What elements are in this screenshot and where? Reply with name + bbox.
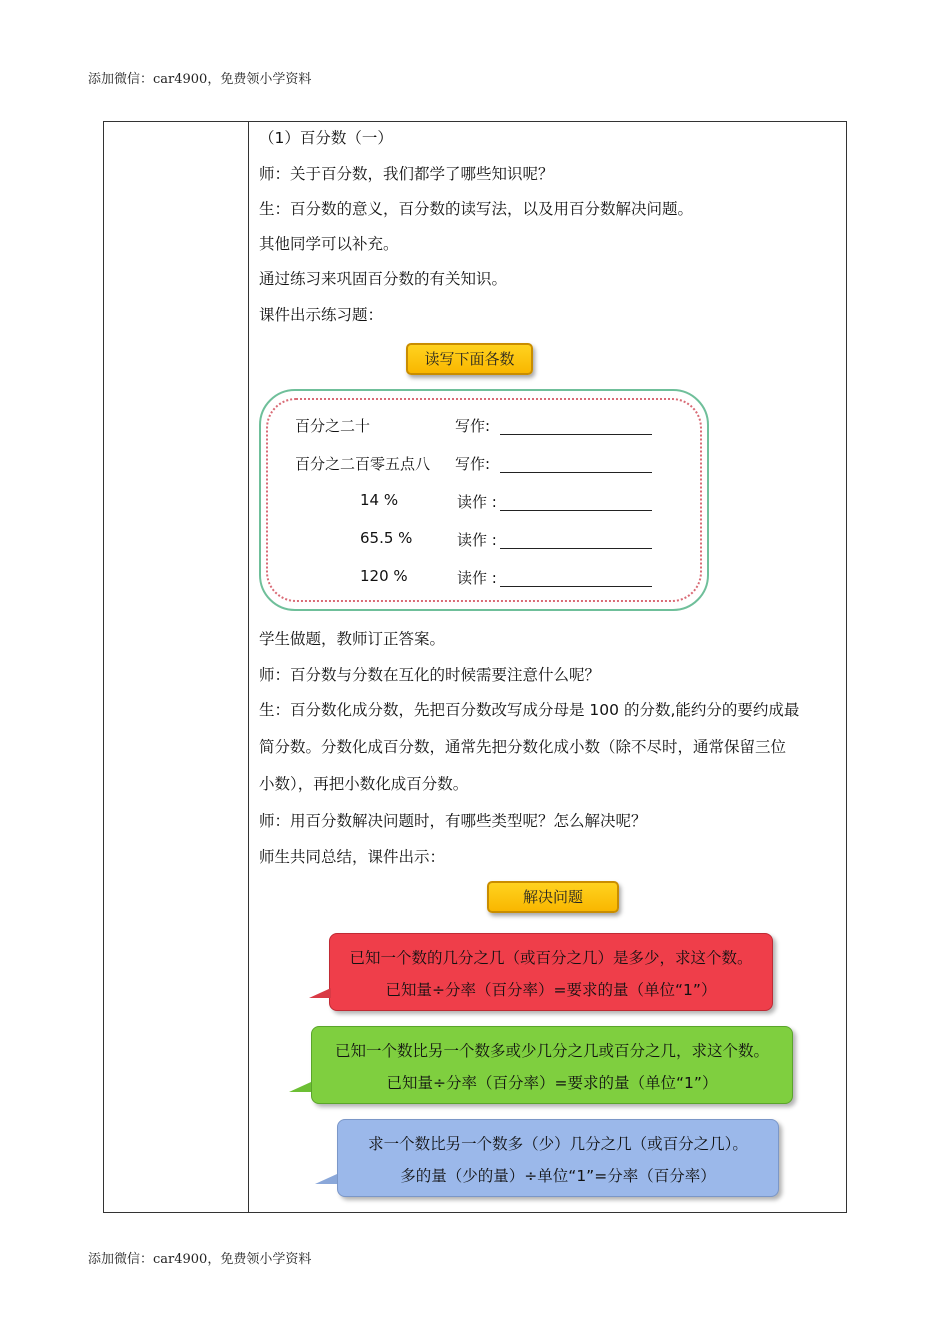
answer-blank	[500, 510, 652, 511]
exercise-prefix: 读作 :	[457, 493, 497, 511]
paragraph: 通过练习来巩固百分数的有关知识。	[259, 270, 508, 288]
card-line: 已知一个数的几分之几（或百分之几）是多少，求这个数。	[349, 949, 753, 967]
header-watermark: 添加微信：car4900，免费领小学资料	[88, 72, 312, 87]
card-line: 多的量（少的量）÷单位“1”=分率（百分率）	[400, 1167, 716, 1185]
exercise-item: 14 %	[360, 491, 399, 509]
paragraph: 师：用百分数解决问题时，有哪些类型呢？怎么解决呢？	[259, 812, 647, 830]
card-line: 已知量÷分率（百分率）=要求的量（单位“1”）	[385, 981, 717, 999]
paragraph: 师：百分数与分数在互化的时候需要注意什么呢？	[259, 666, 601, 684]
solve-card-2	[311, 1026, 793, 1104]
exercise-item: 百分之二百零五点八	[295, 455, 431, 473]
exercise-item: 120 %	[360, 567, 408, 585]
exercise-row	[295, 567, 675, 587]
answer-blank	[500, 586, 652, 587]
paragraph: 简分数。分数化成百分数，通常先把分数化成小数（除不尽时，通常保留三位	[259, 738, 787, 756]
paragraph: 学生做题，教师订正答案。	[259, 630, 446, 648]
card-tail	[315, 1174, 337, 1184]
section-title: （1）百分数（一）	[259, 129, 393, 147]
answer-blank	[500, 548, 652, 549]
solve-tag-button: 解决问题	[487, 881, 619, 913]
paragraph: 小数），再把小数化成百分数。	[259, 775, 469, 793]
exercise-item: 百分之二十	[295, 417, 371, 435]
paragraph: 课件出示练习题：	[259, 306, 384, 324]
paragraph: 其他同学可以补充。	[259, 235, 399, 253]
exercise-box	[259, 389, 709, 611]
card-tail	[309, 988, 331, 998]
content-cell	[259, 122, 844, 1212]
footer-watermark: 添加微信：car4900，免费领小学资料	[88, 1252, 312, 1267]
answer-blank	[500, 434, 652, 435]
card-line: 求一个数比另一个数多（少）几分之几（或百分之几）。	[368, 1135, 748, 1153]
card-tail	[289, 1082, 311, 1092]
exercise-row	[295, 529, 675, 549]
paragraph: 师：关于百分数，我们都学了哪些知识呢？	[259, 165, 554, 183]
exercise-tag-button: 读写下面各数	[406, 343, 533, 375]
exercise-prefix: 读作 :	[457, 569, 497, 587]
exercise-prefix: 写作:	[455, 417, 491, 435]
exercise-row	[295, 453, 675, 473]
lesson-table	[103, 121, 847, 1213]
card-line: 已知量÷分率（百分率）=要求的量（单位“1”）	[386, 1074, 718, 1092]
solve-card-3	[337, 1119, 779, 1197]
solve-card-1	[329, 933, 773, 1011]
exercise-prefix: 读作 :	[457, 531, 497, 549]
exercise-row	[295, 491, 675, 511]
paragraph: 师生共同总结，课件出示：	[259, 848, 446, 866]
exercise-row	[295, 415, 675, 435]
paragraph: 生：百分数化成分数，先把百分数改写成分母是 100 的分数,能约分的要约成最	[259, 701, 800, 719]
left-column-cell	[104, 122, 249, 1212]
exercise-item: 65.5 %	[360, 529, 413, 547]
paragraph: 生：百分数的意义，百分数的读写法，以及用百分数解决问题。	[259, 200, 694, 218]
card-line: 已知一个数比另一个数多或少几分之几或百分之几，求这个数。	[334, 1042, 769, 1060]
answer-blank	[500, 472, 652, 473]
exercise-prefix: 写作:	[455, 455, 491, 473]
